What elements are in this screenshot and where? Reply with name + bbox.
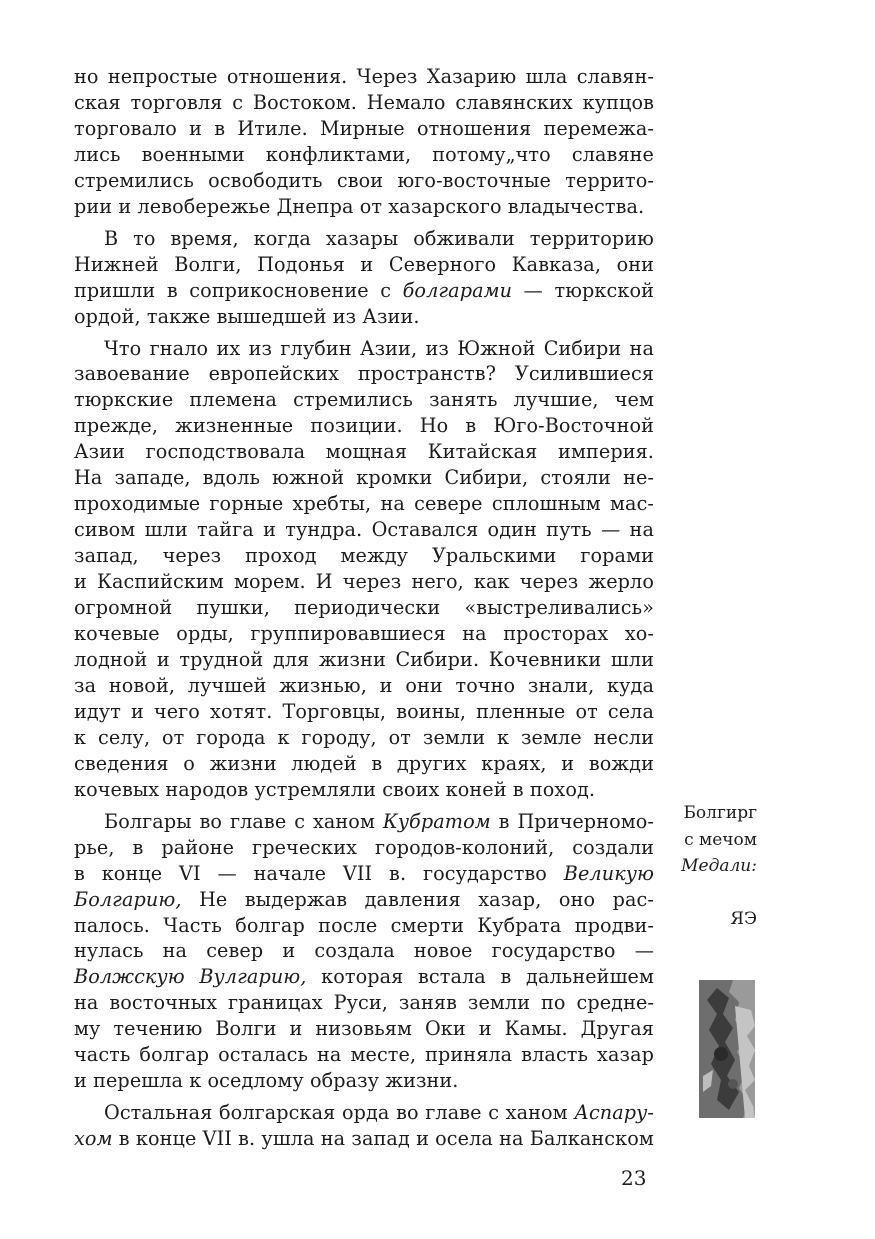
text-line xyxy=(74,543,654,569)
margin-illustration-fragment xyxy=(699,980,755,1118)
italic-term: Болгарию, xyxy=(74,887,182,911)
paragraph xyxy=(74,809,654,1094)
text-line xyxy=(74,336,654,362)
text-line xyxy=(74,64,654,90)
text-run: нулась на север и создала новое государство — xyxy=(74,939,654,963)
text-line xyxy=(74,777,654,803)
text-run: Остальная болгарская орда во главе с ханом xyxy=(104,1101,575,1125)
text-line xyxy=(74,647,654,673)
margin-caption-line-3: Медали: xyxy=(681,856,757,876)
text-run: кочевые орды, группировавшиеся на просторах хо- xyxy=(74,622,654,646)
text-run: в конце VI — начале VII в. государство xyxy=(74,861,564,885)
text-run: лись военными конфликтами, потому„что славяне xyxy=(74,142,654,166)
text-run: сведения о жизни людей в других краях, и вожди xyxy=(74,751,654,775)
text-line xyxy=(74,1126,654,1152)
text-run: Нижней Волги, Подонья и Северного Кавказа, они xyxy=(74,252,654,276)
text-line xyxy=(74,751,654,777)
paragraph xyxy=(74,336,654,803)
text-run: палось. Часть болгар после смерти Кубрата продви- xyxy=(74,913,654,937)
text-line xyxy=(74,1100,654,1126)
text-run: пришли в соприкосновение с xyxy=(74,278,403,302)
text-run: лодной и трудной для жизни Сибири. Кочевники шли xyxy=(74,647,654,671)
text-run: которая встала в дальнейшем xyxy=(306,965,654,989)
text-line xyxy=(74,725,654,751)
text-run: — тюркской xyxy=(512,278,654,302)
text-run: проходимые горные хребты, на севере сплошным мас- xyxy=(74,492,654,516)
text-run: ская торговля с Востоком. Немало славянских купцов xyxy=(74,90,654,114)
text-run: рье, в районе греческих городов-колоний, создали xyxy=(74,835,654,859)
text-run: В то время, когда хазары обживали территорию xyxy=(104,226,654,250)
italic-term: Аспару- xyxy=(574,1101,654,1125)
text-run: запад, через проход между Уральскими горами xyxy=(74,544,654,568)
italic-term: Волжскую Вулгарию, xyxy=(74,965,307,989)
text-line xyxy=(74,990,654,1016)
text-run: На западе, вдоль южной кромки Сибири, стояли не- xyxy=(74,466,654,490)
text-line xyxy=(74,673,654,699)
main-text xyxy=(74,64,654,1152)
text-line xyxy=(74,413,654,439)
text-run: кочевых народов устремляли своих коней в поход. xyxy=(74,777,596,801)
text-line xyxy=(74,1068,654,1094)
text-run: торговало и в Итиле. Мирные отношения перемежа- xyxy=(74,116,654,140)
text-run: в конце VII в. ушла на запад и осела на Балканском xyxy=(112,1127,654,1151)
text-line xyxy=(74,465,654,491)
text-line xyxy=(74,278,654,304)
text-line xyxy=(74,699,654,725)
text-run: и перешла к оседлому образу жизни. xyxy=(74,1069,459,1093)
text-run: в Причерномо- xyxy=(490,809,654,833)
text-run: Что гнало их из глубин Азии, из Южной Сибири на xyxy=(104,336,654,360)
italic-term: хом xyxy=(74,1127,113,1151)
text-run: рии и левобережье Днепра от хазарского владычества. xyxy=(74,194,645,218)
text-line xyxy=(74,142,654,168)
text-line xyxy=(74,252,654,278)
text-line xyxy=(74,621,654,647)
text-line xyxy=(74,168,654,194)
text-run: огромной пушки, периодически «выстреливались» xyxy=(74,596,654,620)
text-line xyxy=(74,569,654,595)
text-line xyxy=(74,1016,654,1042)
text-line xyxy=(74,387,654,413)
text-run: сивом шли тайга и тундра. Оставался один путь — на xyxy=(74,518,654,542)
text-run: и Каспийским морем. И через него, как через жерло xyxy=(74,570,654,594)
text-run: Азии господствовала мощная Китайская империя. xyxy=(74,440,654,464)
text-run: ордой, также вышедшей из Азии. xyxy=(74,304,420,328)
text-line xyxy=(74,861,654,887)
text-line xyxy=(74,595,654,621)
text-line xyxy=(74,194,654,220)
margin-caption-line-1: Болгирг xyxy=(683,803,757,823)
text-run: Болгары во главе с ханом xyxy=(104,809,383,833)
text-line xyxy=(74,90,654,116)
text-run: завоевание европейских пространств? Усилившиеся xyxy=(74,362,654,386)
text-run: но непростые отношения. Через Хазарию шла славян- xyxy=(74,65,654,88)
margin-caption-line-4: ЯЭ xyxy=(730,909,757,929)
text-line xyxy=(74,491,654,517)
text-line xyxy=(74,304,654,330)
page-number: 23 xyxy=(621,1166,647,1190)
paragraph xyxy=(74,226,654,330)
text-line xyxy=(74,964,654,990)
text-line xyxy=(74,116,654,142)
text-line xyxy=(74,1042,654,1068)
text-run: за новой, лучшей жизнью, и они точно знали, куда xyxy=(74,673,654,697)
text-line xyxy=(74,887,654,913)
italic-term: болгарами xyxy=(402,278,513,302)
text-run: на восточных границах Руси, заняв земли по средне- xyxy=(74,991,654,1015)
text-line xyxy=(74,913,654,939)
text-line xyxy=(74,226,654,252)
text-line xyxy=(74,835,654,861)
text-run: идут и чего хотят. Торговцы, воины, пленные от села xyxy=(74,699,654,723)
text-line xyxy=(74,938,654,964)
paragraph xyxy=(74,64,654,220)
paragraph xyxy=(74,1100,654,1152)
italic-term: Кубратом xyxy=(382,809,491,833)
text-run: стремились освободить свои юго-восточные террито- xyxy=(74,168,654,192)
text-run: Не выдержав давления хазар, оно рас- xyxy=(181,887,654,911)
text-line xyxy=(74,809,654,835)
text-run: тюркские племена стремились занять лучшие, чем xyxy=(74,388,654,412)
text-run: прежде, жизненные позиции. Но в Юго-Восточной xyxy=(74,414,654,438)
text-line xyxy=(74,517,654,543)
text-run: к селу, от города к городу, от земли к земле несли xyxy=(74,725,654,749)
margin-caption-line-2: с мечом xyxy=(684,830,757,850)
text-line xyxy=(74,439,654,465)
italic-term: Великую xyxy=(563,861,654,885)
text-run: му течению Волги и низовьям Оки и Камы. Другая xyxy=(74,1017,654,1041)
text-line xyxy=(74,361,654,387)
text-run: часть болгар осталась на месте, приняла власть хазар xyxy=(74,1043,654,1067)
